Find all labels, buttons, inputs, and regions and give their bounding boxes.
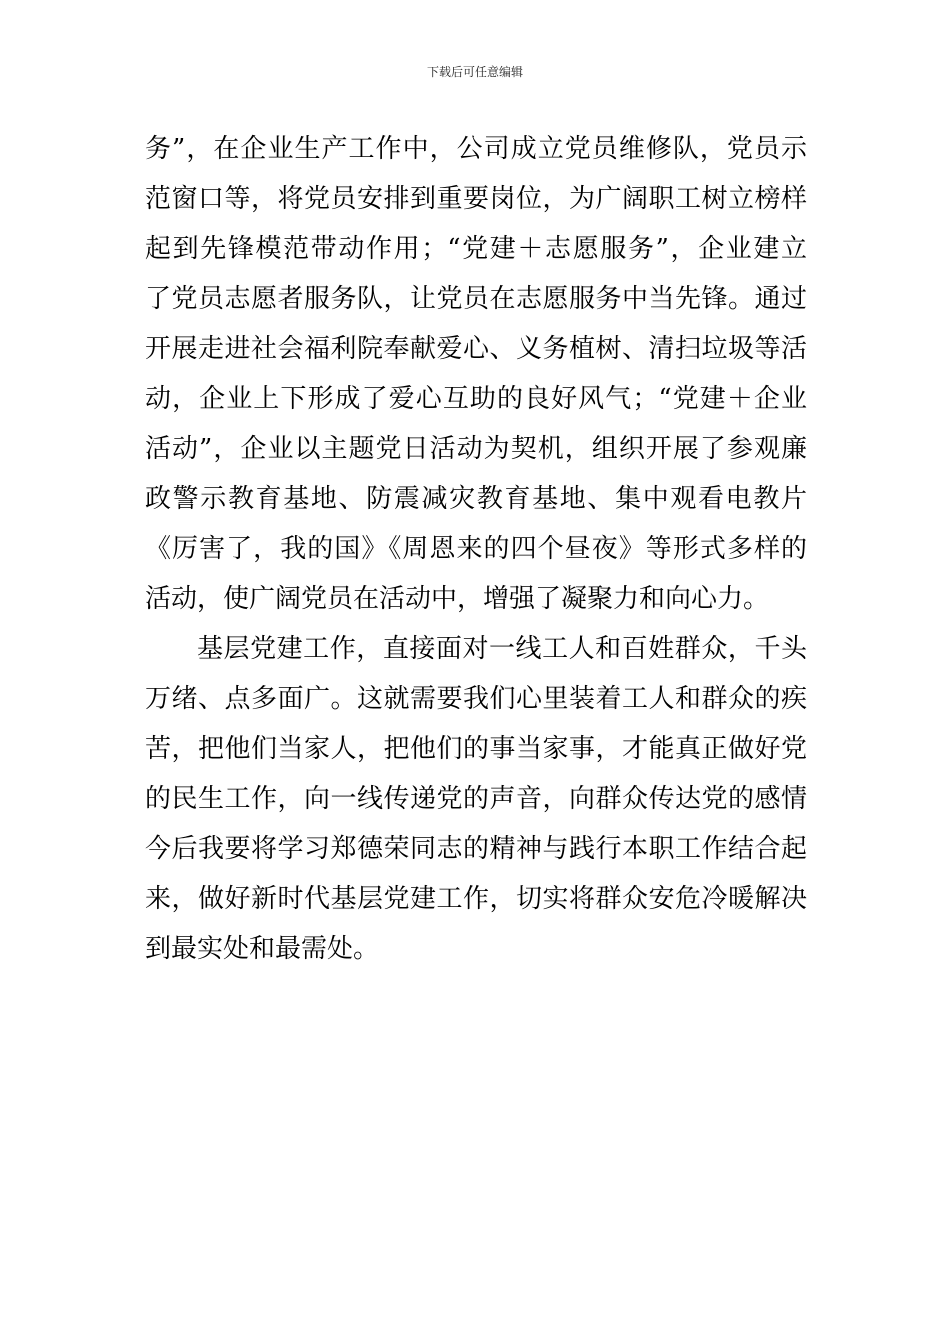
text-line: 万绪、点多面广。这就需要我们心里装着工人和群众的疾 [145, 684, 807, 714]
document-body [145, 124, 807, 974]
text-line: 了党员志愿者服务队，让党员在志愿服务中当先锋。通过 [145, 284, 807, 314]
paragraph [145, 624, 807, 974]
text-line: 动，企业上下形成了爱心互助的良好风气；“党建＋企业 [145, 384, 807, 414]
text-line: 开展走进社会福利院奉献爱心、义务植树、清扫垃圾等活 [145, 334, 807, 364]
text-line: 政警示教育基地、防震减灾教育基地、集中观看电教片 [145, 484, 807, 514]
text-line: 到最实处和最需处。 [145, 934, 380, 964]
text-line: 苦，把他们当家人，把他们的事当家事，才能真正做好党 [145, 734, 807, 764]
header-text: 下载后可任意编辑 [426, 65, 523, 79]
text-line: 范窗口等，将党员安排到重要岗位，为广阔职工树立榜样 [145, 184, 807, 214]
text-line: 的民生工作，向一线传递党的声音，向群众传达党的感情 [145, 784, 807, 814]
text-line: 来，做好新时代基层党建工作，切实将群众安危冷暖解决 [145, 884, 807, 914]
text-line: 今后我要将学习郑德荣同志的精神与践行本职工作结合起 [145, 834, 807, 864]
text-line: 活动”，企业以主题党日活动为契机，组织开展了参观廉 [145, 434, 807, 464]
text-line: 《厉害了，我的国》《周恩来的四个昼夜》等形式多样的 [145, 534, 807, 564]
paragraph [145, 124, 807, 624]
text-line: 务”，在企业生产工作中，公司成立党员维修队，党员示 [145, 134, 807, 164]
page-header [0, 64, 950, 80]
text-line: 基层党建工作，直接面对一线工人和百姓群众，千头 [197, 634, 807, 664]
text-line: 起到先锋模范带动作用；“党建＋志愿服务”，企业建立 [145, 234, 807, 264]
text-line: 活动，使广阔党员在活动中，增强了凝聚力和向心力。 [145, 584, 770, 614]
